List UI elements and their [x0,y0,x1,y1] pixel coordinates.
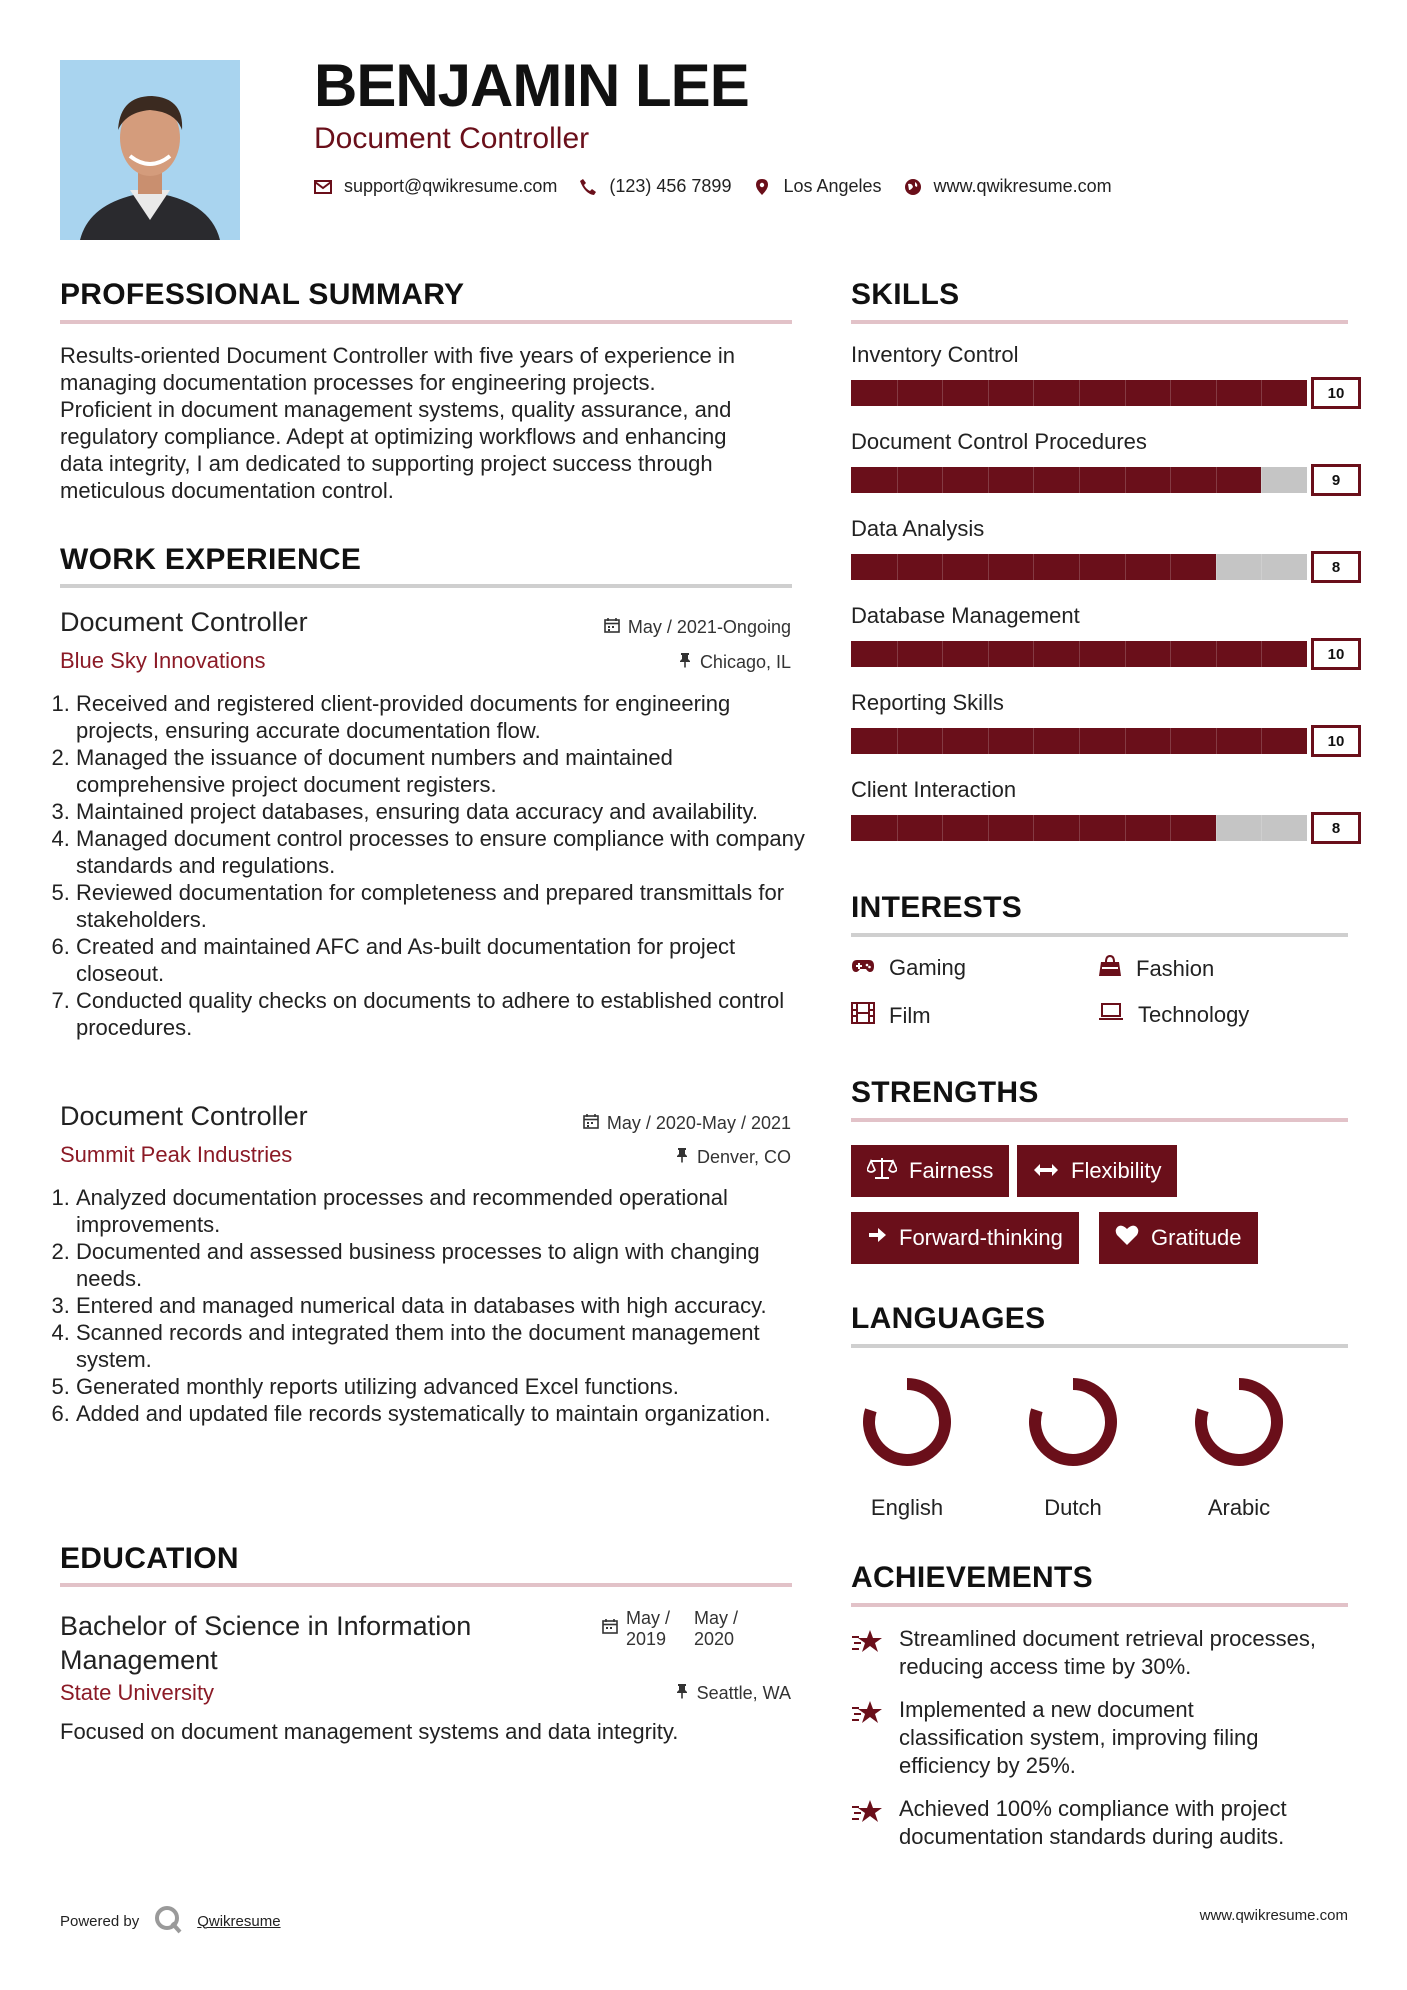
language-ring [1013,1370,1133,1480]
skill-bar-tick [1079,467,1080,493]
skill-bar-tick [988,554,989,580]
language-ring-arc [869,1384,945,1460]
skill-item [851,429,1341,493]
summary-divider [60,320,792,324]
phone-icon [579,178,597,196]
education-description: Focused on document management systems and data integrity. [60,1719,679,1744]
candidate-title: Document Controller [314,122,590,155]
map-pin-icon [753,178,771,196]
skill-bar-tick [1033,554,1034,580]
skill-bar-tick [1033,467,1034,493]
language-name: English [870,1495,944,1520]
skill-bar-tick [1216,728,1217,754]
skill-item [851,603,1345,667]
laptop-icon [1098,1002,1124,1028]
summary-line: data integrity, I am dedicated to supporting project success through [60,451,713,476]
skill-score: 9 [1311,464,1361,496]
skill-bar-tick [1079,380,1080,406]
star-icon [851,1629,883,1681]
end-date-line: 2020 [694,1629,735,1649]
skill-bar-tick [1125,554,1126,580]
skill-bar-tick [1033,641,1034,667]
strength-badge [851,1212,1079,1264]
list-item: 2. Managed the issuance of document numbers and maintained comprehensive project document registers. [76,744,814,798]
skill-bar-tick [897,554,898,580]
achievement-text [899,1696,1258,1780]
degree-line: Bachelor of Science in Information [60,1611,472,1641]
skill-bar-tick [1079,554,1080,580]
achievement-line: documentation standards during audits. [899,1824,1285,1849]
skill-bar-tick [942,380,943,406]
skill-bar-tick [897,641,898,667]
skill-name: Inventory Control [851,342,1019,367]
skill-item [851,516,1341,580]
skill-bar-tick [1033,380,1034,406]
skill-bar-tick [897,815,898,841]
interests-divider [851,933,1348,937]
job-company: Summit Peak Industries [60,1142,293,1167]
skill-bar-tick [897,728,898,754]
arrows-horizontal-icon [1033,1158,1059,1184]
profile-photo [60,60,240,240]
list-item: 6. Created and maintained AFC and As-built documentation for project closeout. [76,933,814,987]
education-location [675,1683,791,1702]
skill-bar-tick [1033,728,1034,754]
education-heading: EDUCATION [60,1542,239,1575]
calendar-icon [583,1113,599,1132]
languages-list [851,1370,1351,1520]
interest-label: Film [889,1003,931,1028]
achievement-item [851,1696,1258,1780]
job-dates [604,617,791,636]
interest-label: Fashion [1136,956,1215,981]
summary-text [60,342,800,504]
language-name: Arabic [1207,1495,1271,1520]
experience-heading: WORK EXPERIENCE [60,543,362,576]
degree-line: Management [60,1645,218,1675]
skill-bar-tick [1079,641,1080,667]
skill-bar [851,815,1341,841]
balance-scale-icon [867,1156,897,1186]
education-divider [60,1583,792,1587]
skill-item [851,690,1345,754]
calendar-icon [604,617,620,636]
achievement-line: efficiency by 25%. [899,1753,1076,1778]
skill-bar-tick [1170,380,1171,406]
skill-bar [851,641,1345,667]
star-icon [851,1799,883,1851]
skill-bar-tick [1125,728,1126,754]
skill-bar-tick [1261,554,1262,580]
skill-bar-tick [1170,728,1171,754]
summary-line: meticulous documentation control. [60,478,394,503]
skill-bar-tick [1170,815,1171,841]
language-item [1013,1370,1133,1521]
globe-icon [904,178,922,196]
skill-bar-tick [1216,815,1217,841]
skill-bar-tick [1033,815,1034,841]
achievement-line: Implemented a new document [899,1697,1194,1722]
pin-icon [675,1147,689,1166]
skill-bar [851,467,1341,493]
skill-bar-tick [1216,641,1217,667]
skill-name: Client Interaction [851,777,1017,802]
job-location-text: Chicago, IL [699,651,791,672]
job-location [678,652,791,671]
achievement-line: reducing access time by 30%. [899,1654,1192,1679]
school-name: State University [60,1680,215,1705]
interests-heading: INTERESTS [851,891,1023,924]
language-ring [1179,1370,1299,1480]
achievement-item [851,1625,1316,1681]
skill-bar-tick [1125,815,1126,841]
skill-name: Database Management [851,603,1080,628]
strength-badge [1099,1212,1258,1264]
skill-bar-tick [1125,467,1126,493]
achievement-item [851,1795,1287,1851]
skill-bar-tick [1216,554,1217,580]
film-icon [851,1002,875,1030]
skill-bar-tick [942,815,943,841]
skill-score: 8 [1311,812,1361,844]
interest-item [1098,955,1214,983]
achievement-line: Streamlined document retrieval processes, [899,1626,1316,1651]
skill-bar-tick [988,815,989,841]
skill-bar-tick [1261,380,1262,406]
job-bullets [58,1184,814,1427]
strength-badge [851,1145,1009,1197]
summary-line: Proficient in document management systems, quality assurance, and [60,397,732,422]
language-item [847,1370,967,1521]
skill-bar-tick [1079,815,1080,841]
start-date-line: 2019 [626,1629,667,1649]
skills-heading: SKILLS [851,278,960,311]
skill-score: 8 [1311,551,1361,583]
website-contact[interactable] [904,176,1112,197]
degree-title [60,1609,471,1677]
list-item: 1. Received and registered client-provided documents for engineering projects, ensuring accurate documentation flow. [76,690,814,744]
list-item: 3. Maintained project databases, ensuring data accuracy and availability. [76,798,814,825]
education-location-text: Seattle, WA [696,1682,791,1703]
skill-bar-tick [942,641,943,667]
email-text: support@qwikresume.com [344,176,558,196]
gamepad-icon [851,955,875,981]
star-icon [851,1700,883,1780]
skill-bar-tick [1261,815,1262,841]
language-ring-arc [1201,1384,1277,1460]
job-location-text: Denver, CO [696,1146,791,1167]
summary-line: managing documentation processes for engineering projects. [60,370,656,395]
heart-icon [1115,1224,1139,1252]
strength-label: Gratitude [1151,1225,1242,1250]
skill-bar-tick [1261,467,1262,493]
strength-label: Fairness [909,1158,994,1183]
skill-bar-tick [1170,467,1171,493]
skill-bar-tick [1079,728,1080,754]
skill-bar-tick [897,467,898,493]
skill-bar-tick [988,467,989,493]
list-item: 3. Entered and managed numerical data in databases with high accuracy. [76,1292,814,1319]
language-ring-arc [1035,1384,1111,1460]
skill-bar [851,380,1345,406]
website-text: www.qwikresume.com [933,176,1112,196]
summary-line: Results-oriented Document Controller with five years of experience in [60,343,735,368]
job-dates [583,1113,791,1132]
achievement-text [899,1625,1316,1681]
phone-text: (123) 456 7899 [609,176,732,196]
pin-icon [675,1683,689,1702]
skill-bar-tick [1125,380,1126,406]
skill-bar-tick [1170,554,1171,580]
list-item: 5. Generated monthly reports utilizing advanced Excel functions. [76,1373,814,1400]
email-contact[interactable] [314,176,557,197]
language-ring [847,1370,967,1480]
achievements-heading: ACHIEVEMENTS [851,1561,1093,1594]
skill-bar-fill [851,467,1261,493]
interest-item [851,955,966,981]
strength-label: Flexibility [1071,1158,1162,1183]
interest-item [851,1002,931,1030]
strength-label: Forward-thinking [899,1225,1063,1250]
interest-item [1098,1002,1249,1028]
skill-bar-tick [897,380,898,406]
footer-site[interactable]: www.qwikresume.com [1199,1907,1348,1924]
skill-name: Data Analysis [851,516,985,541]
job-title: Document Controller [60,1101,308,1131]
envelope-icon [314,178,332,196]
pin-icon [678,652,692,671]
skill-bar [851,554,1341,580]
job-bullets [58,690,814,1041]
skill-bar-tick [1261,641,1262,667]
list-item: 4. Managed document control processes to ensure compliance with company standards and regulations. [76,825,814,879]
education-start [626,1608,686,1650]
achievements-divider [851,1603,1348,1607]
candidate-name: BENJAMIN LEE [314,52,749,119]
skill-bar-tick [1216,467,1217,493]
achievement-line: classification system, improving filing [899,1725,1259,1750]
footer-branding [60,1904,281,1938]
list-item: 4. Scanned records and integrated them into the document management system. [76,1319,814,1373]
interest-label: Technology [1138,1002,1250,1027]
achievement-text [899,1795,1287,1851]
skills-divider [851,320,1348,324]
arrow-right-icon [867,1225,887,1251]
list-item: 5. Reviewed documentation for completeness and prepared transmittals for stakeholders. [76,879,814,933]
job-dates-text: May / 2020-May / 2021 [606,1112,791,1133]
list-item: 2. Documented and assessed business processes to align with changing needs. [76,1238,814,1292]
skill-bar-tick [988,380,989,406]
contact-row [314,176,1112,197]
language-item [1179,1370,1299,1521]
phone-contact[interactable] [579,176,731,197]
skill-score: 10 [1311,377,1361,409]
skill-bar-tick [1216,380,1217,406]
location-text: Los Angeles [783,176,882,196]
skill-bar-tick [1170,641,1171,667]
job-title: Document Controller [60,607,308,637]
skill-bar-tick [988,728,989,754]
strength-badge [1017,1145,1177,1197]
skill-score: 10 [1311,725,1361,757]
education-dates [602,1608,738,1650]
skill-name: Document Control Procedures [851,429,1147,454]
interest-label: Gaming [889,955,967,980]
skill-bar-tick [1125,641,1126,667]
strengths-divider [851,1118,1348,1122]
summary-line: regulatory compliance. Adept at optimizing workflows and enhancing [60,424,727,449]
summary-heading: PROFESSIONAL SUMMARY [60,278,465,311]
brand-link[interactable]: Qwikresume [197,1912,281,1930]
job-location [675,1147,791,1166]
powered-by-text: Powered by [60,1912,140,1930]
list-item: 7. Conducted quality checks on documents to adhere to established control procedures. [76,987,814,1041]
skill-item [851,342,1345,406]
end-date-line: May / [694,1608,739,1628]
location-contact [753,176,881,197]
list-item: 6. Added and updated file records systematically to maintain organization. [76,1400,814,1427]
start-date-line: May / [626,1608,671,1628]
skill-name: Reporting Skills [851,690,1004,715]
skill-item [851,777,1341,841]
experience-divider [60,584,792,588]
skill-bar-tick [988,641,989,667]
skill-bar-tick [1261,728,1262,754]
skill-bar-tick [942,467,943,493]
language-name: Dutch [1044,1495,1102,1520]
strengths-heading: STRENGTHS [851,1076,1039,1109]
calendar-icon [602,1618,618,1637]
skill-score: 10 [1311,638,1361,670]
job-dates-text: May / 2021-Ongoing [627,616,791,637]
shopping-bag-icon [1098,955,1122,983]
job-company: Blue Sky Innovations [60,648,266,673]
qwikresume-logo-icon [153,1904,183,1938]
achievement-line: Achieved 100% compliance with project [899,1796,1287,1821]
skill-bar [851,728,1345,754]
skill-bar-tick [942,554,943,580]
education-end [694,1608,738,1650]
languages-divider [851,1344,1348,1348]
list-item: 1. Analyzed documentation processes and recommended operational improvements. [76,1184,814,1238]
languages-heading: LANGUAGES [851,1302,1046,1335]
skill-bar-tick [942,728,943,754]
